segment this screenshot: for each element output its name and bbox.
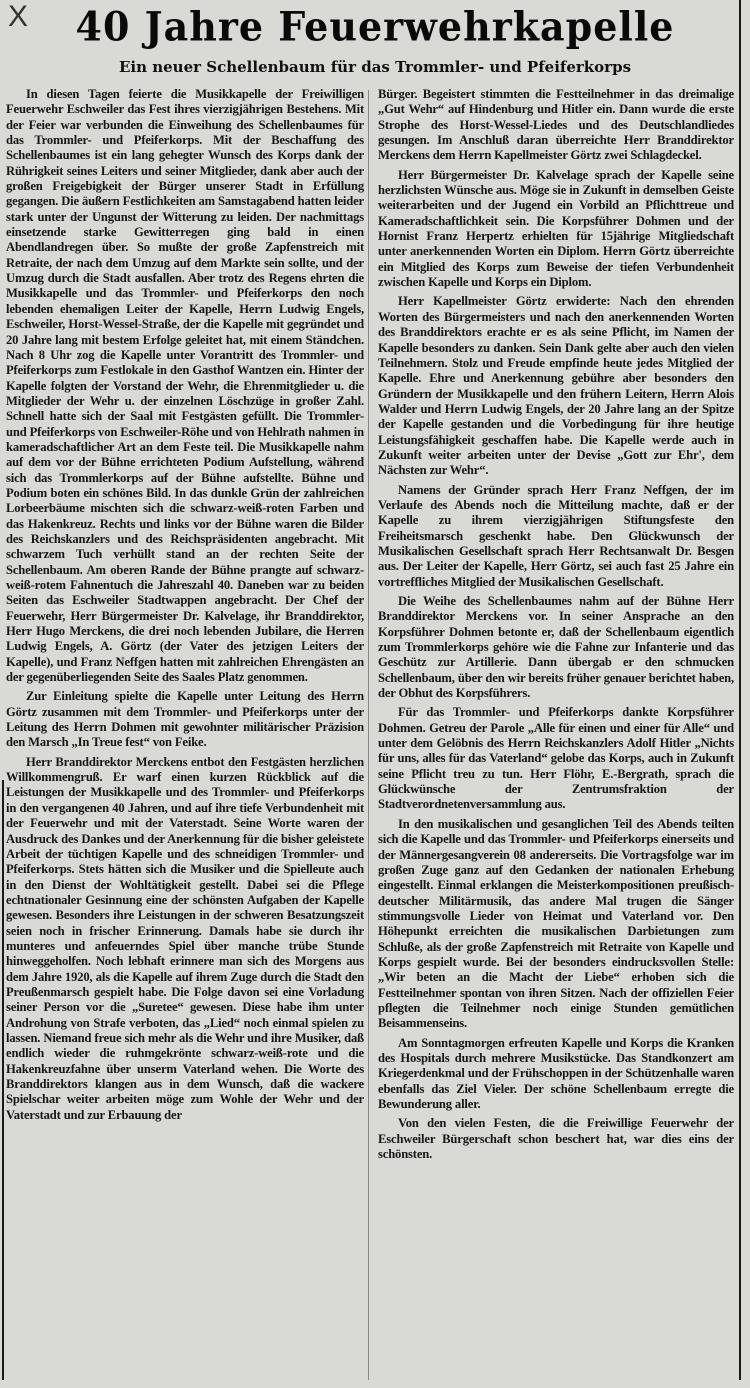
paragraph: In den musikalischen und gesanglichen Teil des Abends teilten sich die Kapelle und das Trommler- und Pfeiferkorps einerseits und der Männergesangverein 08 andererseits. Die Vortragsfolge war im großen Zuge ganz auf den Gedanken der nationalen Erhebung eingestellt. Einmal erklangen die Meisterkompositionen preußisch-deutscher Militärmusik, das andere Mal trugen die Sänger stimmungsvolle Lieder von Heimat und Vaterland vor. Den Höhepunkt erreichten die musikalischen Darbietungen zum Schluße, als der große Zapfenstreich mit Retraite von Kapelle und Korps gespielt wurde. Bei der besonders eindrucksvollen Stelle: „Wir beten an die Macht der Liebe“ erhoben sich die Festteilnehmer spontan von ihren Sitzen. Nach der offiziellen Feier pflegten die Teilnehmer noch einige Stunden gemütlichen Beisammenseins. (378, 816, 734, 1031)
article-column-left (6, 87, 364, 1127)
paragraph: Zur Einleitung spielte die Kapelle unter Leitung des Herrn Görtz zusammen mit dem Trommler- und Pfeiferkorps unter der Leitung des Herrn Dohmen mit gewohnter militärischer Präzision den Marsch „In Treue fest“ von Feike. (6, 689, 364, 750)
paragraph: Bürger. Begeistert stimmten die Festteilnehmer in das dreimalige „Gut Wehr“ auf Hindenburg und Hitler ein. Dann wurde die erste Strophe des Horst-Wessel-Liedes und des Deutschlandliedes gesungen. Im Anschluß daran überreichte Herr Branddirektor Merckens dem Herrn Kapellmeister Görtz zwei Schlagdeckel. (378, 87, 734, 163)
paragraph: In diesen Tagen feierte die Musikkapelle der Freiwilligen Feuerwehr Eschweiler das Fest ihres vierzigjährigen Bestehens. Mit der Feier war verbunden die Einweihung des Schellenbaumes für das Trommler- und Pfeiferkorps. Mit der Beschaffung des Schellenbaumes ist ein lang gehegter Wunsch des Korps dank der Rührigkeit seines Leiters und seiner Mitglieder, dank aber auch der großen Freigebigkeit der Bürger unserer Stadt in Erfüllung gegangen. Die äußern Festlichkeiten am Samstagabend hatten leider stark unter der Ungunst der Witterung zu leiden. Der nachmittags einsetzende starke Gewitterregen ging bald in einen Abendlandregen über. So mußte der große Zapfenstreich mit Retraite, der nach dem Umzug auf dem Markte sein sollte, und der Umzug durch die Stadt ausfallen. Aber trotz des Regens ehrten die Musikkapelle und das Trommler- und Pfeiferkorps den noch lebenden ehemaligen Leiter der Kapelle, Herrn Ludwig Engels, Eschweiler, Horst-Wessel-Straße, der die Kapelle mit gegründet und 20 Jahre lang mit bestem Erfolge geleitet hat, mit einem Ständchen. Nach 8 Uhr zog die Kapelle unter Vorantritt des Trommler- und Pfeiferkorps zum Festlokale in den Gasthof Wantzen ein. Hinter der Kapelle folgten der Vorstand der Wehr, die Ehrenmitglieder u. die Mitglieder der Wehr u. der einzelnen Löschzüge in großer Zahl. Schnell hatte sich der Saal mit Festgästen gefüllt. Die Trommler- und Pfeiferkorps von Eschweiler-Röhe und von Hehlrath nahmen in kameradschaftlicher Art an dem Feste teil. Die Musikkapelle nahm auf dem vor der Bühne errichteten Podium Aufstellung, während sich das Trommlerkorps auf der Bühne aufstellte. Bühne und Podium boten ein schönes Bild. In das dunkle Grün der zahlreichen Lorbeerbäume mischten sich die schwarz-weiß-roten Farben und das Hakenkreuz. Rechts und links vor der Bühne waren die Bilder des Reichskanzlers und des Reichspräsidenten angebracht. Mit schwarzem Tuch verhüllt stand an der rechten Seite der Schellenbaum. Am oberen Rande der Bühne prangte auf schwarz-weiß-rotem Fahnentuch die Jahreszahl 40. Daneben war zu beiden Seiten das Eschweiler Stadtwappen angebracht. Der Chef der Feuerwehr, Herr Bürgermeister Dr. Kalvelage, ihr Branddirektor, Herr Hugo Merckens, die drei noch lebenden Jubilare, die Herren Ludwig Engels, A. Görtz (der Vater des jetzigen Leiters der Kapelle), und Franz Neffgen hatten mit zahlreichen Ehrengästen an der gegenüberliegenden Seite des Saales Platz genommen. (6, 87, 364, 685)
paragraph: Die Weihe des Schellenbaumes nahm auf der Bühne Herr Branddirektor Merckens vor. In seiner Ansprache an den Korpsführer Dohmen betonte er, daß der Schellenbaum eigentlich zum Trommlerkorps gehöre wie die Fahne zur Infanterie und das Geschütz zur Artillerie. Dann übergab er den schmucken Schellenbaum, über den wir bereits früher genauer berichtet haben, der Obhut des Korpsführers. (378, 594, 734, 701)
paragraph: Herr Branddirektor Merckens entbot den Festgästen herzlichen Willkommengruß. Er warf einen kurzen Rückblick auf die Leistungen der Musikkapelle und des Trommler- und Pfeiferkorps in den vergangenen 40 Jahren, und auf ihre tiefe Verbundenheit mit der Feuerwehr und mit der Vaterstadt. Seine Worte waren der Ausdruck des Dankes und der Anerkennung für die bisher geleistete Arbeit der tüchtigen Kapelle und des schneidigen Trommler- und Pfeiferkorps. Stets hätten sich die Musiker und die Spielleute auch in den Dienst der Wohltätigkeit gestellt. Dabei sei die Pflege echtnationaler Gesinnung eine der schönsten Aufgaben der Kapelle gewesen. Besonders ihre Leistungen in der schweren Besatzungszeit seien noch in frischer Erinnerung. Damals habe sie durch ihr munteres und anfeuerndes Spiel über manche trübe Stunde hinweggeholfen. Noch lebhaft erinnere man sich des Morgens aus dem Jahre 1920, als die Kapelle auf ihrem Zuge durch die Stadt den Preußenmarsch gespielt habe. Die Folge davon sei eine Vorladung seiner Person vor die „Suretee“ gewesen. Diese habe ihm unter Androhung von Strafe verboten, das „Lied“ noch einmal spielen zu lassen. Niemand freue sich mehr als die Wehr und ihre Musiker, daß endlich wieder die ruhmgekrönte schwarz-weiß-rote und die Hakenkreuzfahne über unserm Vaterland wehen. Die Worte des Branddirektors klangen aus in dem Wunsch, daß die wackere Spielschar weiter arbeiten möge zum Wohle der Wehr und der Vaterstadt und zur Erbauung der (6, 754, 364, 1122)
article-column-right (378, 87, 734, 1166)
paragraph: Für das Trommler- und Pfeiferkorps dankte Korpsführer Dohmen. Getreu der Parole „Alle für einen und einer für Alle“ und unter dem Gelöbnis des Herrn Reichskanzlers Adolf Hitler „Nichts für uns, alles für das Vaterland“ gelobe das Korps, auch in Zukunft seine Pflicht treu zu tun. Herr Flöhr, E.-Bergrath, sprach die Glückwünsche der Zentrumsfraktion der Stadtverordnetenversammlung aus. (378, 705, 734, 812)
column-divider (368, 90, 369, 1380)
headline: 40 Jahre Feuerwehrkapelle (75, 2, 675, 51)
paragraph: Namens der Gründer sprach Herr Franz Neffgen, der im Verlaufe des Abends noch die Mitteilung machte, daß er der Kapelle zu ihrem vierzigjährigen Stiftungsfeste den Freiheitsmarsch geschenkt habe. Den Glückwunsch der Musikalischen Gesellschaft sprach Herr Rechtsanwalt Dr. Besgen aus. Der Leiter der Kapelle, Herr Görtz, sei auch fast 25 Jahre ein vortreffliches Mitglied der Musikalischen Gesellschaft. (378, 482, 734, 589)
paragraph: Herr Bürgermeister Dr. Kalvelage sprach der Kapelle seine herzlichsten Wünsche aus. Möge sie in Zukunft in demselben Geiste weiterarbeiten und der Jugend ein Vorbild an Pflichttreue und Kameradschaftlichkeit sein. Die Korpsführer Dohmen und der Hornist Franz Herpertz erhielten für 15jährige Mitgliedschaft unter anerkennenden Worten ein Diplom. Herrn Görtz überreichte ein Mitglied des Korps zum Beweise der tiefen Verbundenheit zwischen Kapelle und Korps ein Diplom. (378, 167, 734, 290)
paragraph: Am Sonntagmorgen erfreuten Kapelle und Korps die Kranken des Hospitals durch mehrere Musikstücke. Das Standkonzert am Kriegerdenkmal und der Frühschoppen in der Schützenhalle waren ebenfalls das Ziel Vieler. Der schöne Schellenbaum erregte die Bewunderung aller. (378, 1035, 734, 1111)
subheadline: Ein neuer Schellenbaum für das Trommler- und Pfeiferkorps (118, 58, 632, 76)
paragraph: Herr Kapellmeister Görtz erwiderte: Nach den ehrenden Worten des Bürgermeisters und nach den anerkennenden Worten des Branddirektors erachte er es als seine Pflicht, im Namen der Kapelle besonders zu danken. Sein Dank gelte aber auch den vielen Teilnehmern. Stolz und Freude empfinde heute jedes Mitglied der Kapelle. Ehre und Anerkennung gebühre aber besonders den Gründern der Musikkapelle und den frühern Leitern, Herrn Alois Walder und Herrn Ludwig Engels, der 20 Jahre lang an der Spitze der Kapelle gestanden und die Vorbedingung für ihre heutige Leistungsfähigkeit geschaffen habe. Die Kapelle werde auch in Zukunft weiter arbeiten unter der Devise „Gott zur Ehr', dem Nächsten zur Wehr“. (378, 294, 734, 478)
left-border-line (2, 780, 4, 1380)
paragraph: Von den vielen Festen, die die Freiwillige Feuerwehr der Eschweiler Bürgerschaft schon beschert hat, war dies eins der schönsten. (378, 1116, 734, 1162)
right-border-line (739, 0, 741, 1380)
handwritten-margin-mark: X (8, 0, 29, 33)
